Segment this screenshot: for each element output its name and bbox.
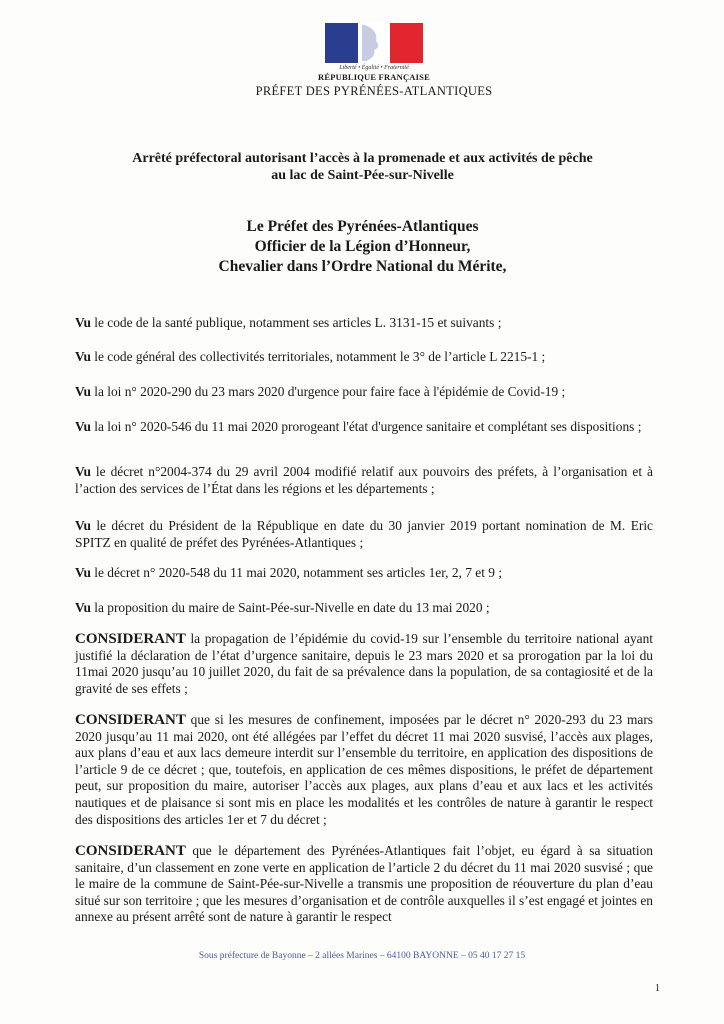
- considering-lead: CONSIDERANT: [75, 712, 186, 728]
- republic-name: RÉPUBLIQUE FRANÇAISE: [318, 72, 430, 82]
- recital-paragraph: [75, 419, 653, 436]
- marianne-profile-icon: [362, 23, 386, 63]
- decree-title-line: Arrêté préfectoral autorisant l’accès à la promenade et aux activités de pêche: [132, 151, 593, 166]
- considering-lead: CONSIDERANT: [75, 631, 186, 647]
- recital-lead: Vu: [75, 315, 91, 330]
- recital-text: la proposition du maire de Saint-Pée-sur-Nivelle en date du 13 mai 2020 ;: [90, 600, 490, 615]
- marianne-logo: [325, 23, 423, 63]
- recital-lead: Vu: [75, 419, 91, 434]
- recital-lead: Vu: [75, 600, 91, 615]
- decree-title: [90, 150, 635, 184]
- recital-text: la loi n° 2020-290 du 23 mars 2020 d'urgence pour faire face à l'épidémie de Covid-19 ;: [90, 384, 566, 399]
- considering-paragraph: [75, 631, 653, 697]
- footer-address: Sous préfecture de Bayonne – 2 allées Marines – 64100 BAYONNE – 05 40 17 27 15: [198, 951, 526, 961]
- authority-line: Le Préfet des Pyrénées-Atlantiques: [246, 218, 479, 235]
- decree-title-line: au lac de Saint-Pée-sur-Nivelle: [271, 168, 454, 183]
- republic-motto: Liberté • Égalité • Fraternité: [339, 65, 409, 71]
- considering-text: que le département des Pyrénées-Atlantiques fait l’objet, eu égard à sa situation sanitaire, d’un classement en zone verte en application de l’article 2 du décret du 11 mai 2020 susvisé ; que le maire de la commune de Saint-Pée-sur-Nivelle a transmis une proposition de réouverture du plan d’eau situé sur son territoire ; que les mesures d’organisation et de contrôle auxquelles il s’est engagé et jointes en annexe au présent arrêté sont de nature à garantir le respect: [75, 843, 653, 925]
- considering-lead: CONSIDERANT: [75, 843, 186, 859]
- recital-text: la loi n° 2020-546 du 11 mai 2020 prorogeant l'état d'urgence sanitaire et complétant ses dispositions ;: [90, 419, 642, 434]
- considering-text: la propagation de l’épidémie du covid-19 sur l’ensemble du territoire national ayant justifié la déclaration de l’état d’urgence sanitaire, depuis le 23 mars 2020 et sa prorogation par la loi du 11mai 2020 jusqu’au 10 juillet 2020, du fait de sa prévalence dans la population, de sa contagiosité et de la gravité de ses effets ;: [75, 631, 653, 696]
- recital-lead: Vu: [75, 349, 91, 364]
- recital-paragraph: [75, 565, 653, 582]
- authority-block: [120, 217, 605, 277]
- recital-lead: Vu: [75, 464, 91, 479]
- recital-lead: Vu: [75, 518, 91, 533]
- authority-line: Chevalier dans l’Ordre National du Mérite,: [218, 258, 507, 275]
- recital-lead: Vu: [75, 384, 91, 399]
- considering-paragraph: [75, 712, 653, 828]
- prefecture-name: PRÉFET DES PYRÉNÉES-ATLANTIQUES: [255, 84, 493, 98]
- recital-lead: Vu: [75, 565, 91, 580]
- recital-text: le décret n°2004-374 du 29 avril 2004 modifié relatif aux pouvoirs des préfets, à l’organisation et à l’action des services de l’État dans les régions et les départements ;: [75, 464, 653, 496]
- recital-paragraph: [75, 518, 653, 551]
- recital-paragraph: [75, 600, 653, 617]
- recital-paragraph: [75, 315, 653, 332]
- recital-paragraph: [75, 464, 653, 497]
- recital-paragraph: [75, 349, 653, 366]
- considering-text: que si les mesures de confinement, imposées par le décret n° 2020-293 du 23 mars 2020 jusqu’au 11 mai 2020, ont été allégées par l’effet du décret 11 mai 2020 susvisé, l’accès aux plages, aux plans d’eau et aux lacs demeure interdit sur l’ensemble du territoire, en application des dispositions de l’article 9 de ce décret ; que, toutefois, en application de ces mêmes dispositions, le préfet de département peut, sur proposition du maire, autoriser l’accès aux plages, aux plans d’eau et aux lacs et les activités nautiques et de plaisance si sont mis en place les modalités et les contrôles de nature à garantir le respect des dispositions des articles 1er et 7 du décret ;: [75, 712, 653, 827]
- recital-text: le code général des collectivités territoriales, notamment le 3° de l’article L 2215-1 ;: [90, 349, 546, 364]
- recital-text: le décret du Président de la République en date du 30 janvier 2019 portant nomination de M. Eric SPITZ en qualité de préfet des Pyrénées-Atlantiques ;: [75, 518, 653, 550]
- recital-text: le code de la santé publique, notamment ses articles L. 3131-15 et suivants ;: [90, 315, 502, 330]
- considering-paragraph: [75, 843, 653, 926]
- authority-line: Officier de la Légion d’Honneur,: [254, 238, 471, 255]
- recital-paragraph: [75, 384, 653, 401]
- page-number: 1: [655, 983, 660, 994]
- recital-text: le décret n° 2020-548 du 11 mai 2020, notamment ses articles 1er, 2, 7 et 9 ;: [90, 565, 503, 580]
